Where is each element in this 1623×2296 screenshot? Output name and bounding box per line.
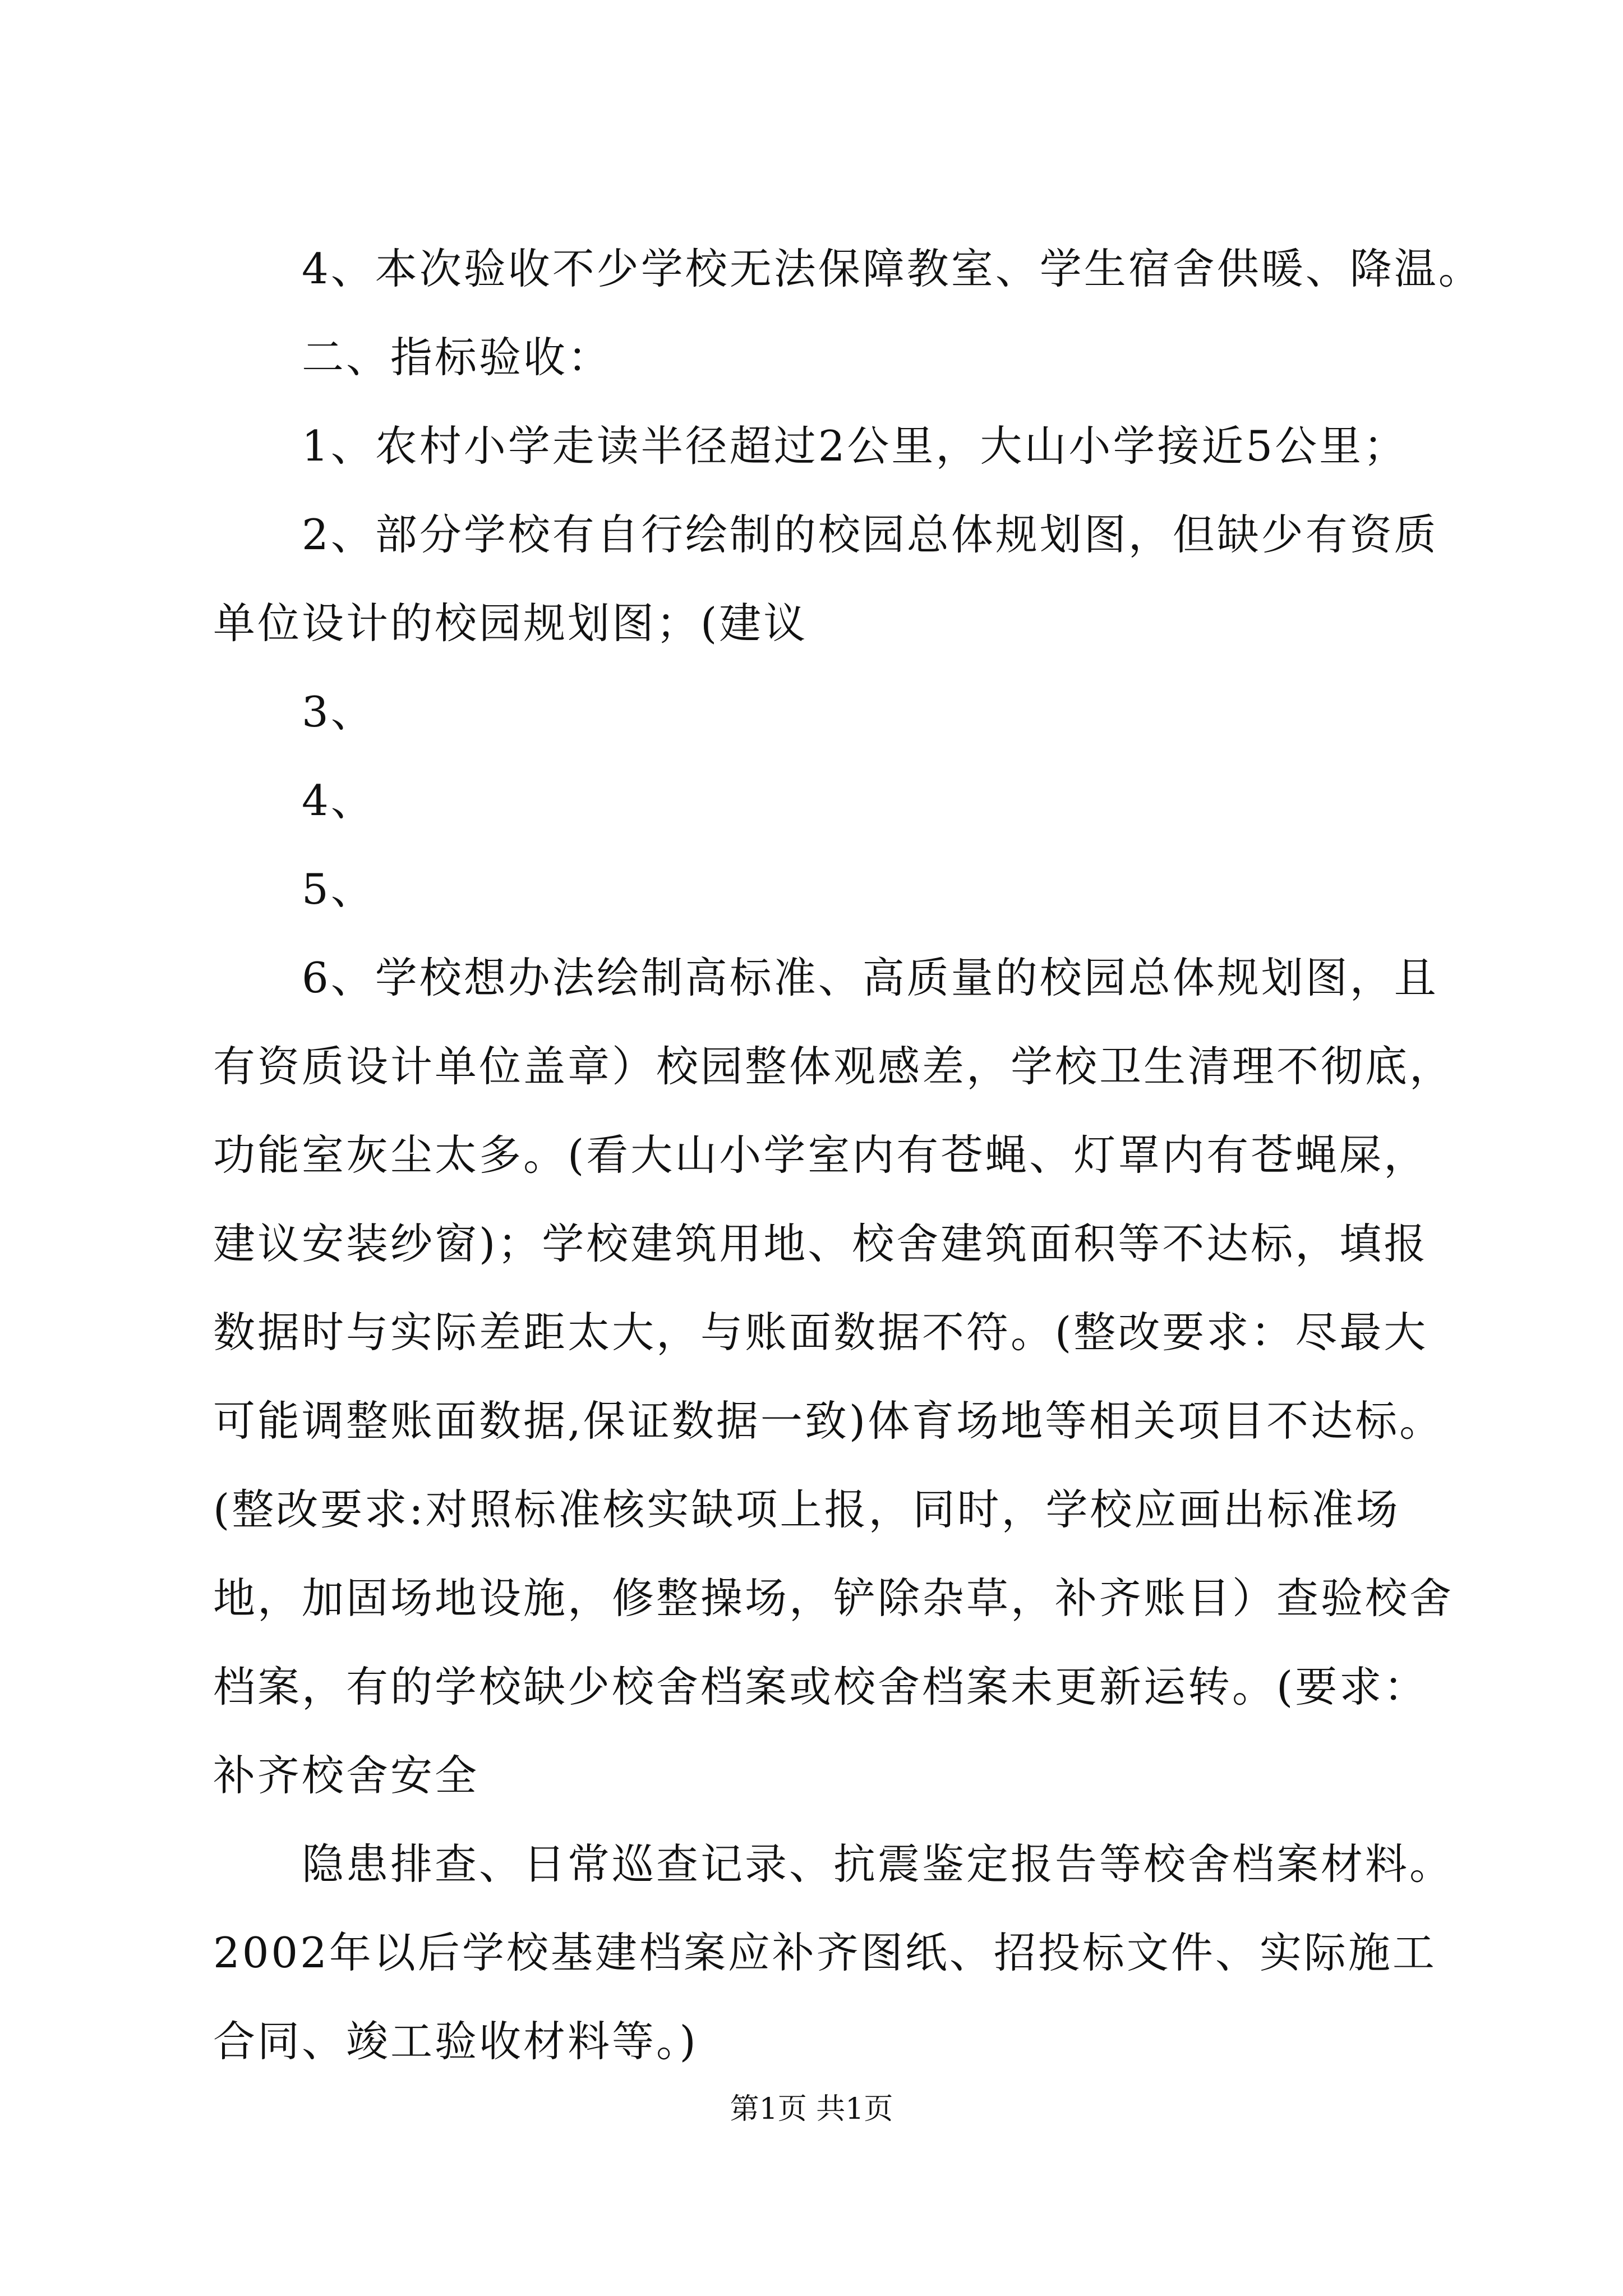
document-body	[213, 224, 1483, 2086]
text-line: 5、	[302, 864, 375, 914]
text-line: 6、学校想办法绘制高标准、高质量的校园总体规划图，且	[302, 953, 1438, 1002]
text-line: 单位设计的校园规划图；(建议	[213, 599, 808, 648]
text-line: 建议安装纱窗)；学校建筑用地、校舍建筑面积等不达标，填报	[213, 1219, 1428, 1268]
page-footer	[0, 2087, 1623, 2132]
text-line: 补齐校舍安全	[213, 1751, 479, 1800]
text-line: 3、	[302, 687, 375, 737]
text-line: (整改要求:对照标准核实缺项上报，同时，学校应画出标准场	[213, 1485, 1400, 1534]
text-line: 合同、竣工验收材料等。)	[213, 2017, 698, 2066]
text-line: 地，加固场地设施，修整操场，铲除杂草，补齐账目）查验校舍	[213, 1573, 1454, 1623]
text-line: 1、农村小学走读半径超过2公里，大山小学接近5公里；	[302, 421, 1408, 471]
text-line: 2002年以后学校基建档案应补齐图纸、招投标文件、实际施工	[213, 1928, 1437, 1977]
text-line: 有资质设计单位盖章）校园整体观感差，学校卫生清理不彻底，	[213, 1042, 1454, 1091]
text-line: 4、本次验收不少学校无法保障教室、学生宿舍供暖、降温。	[302, 244, 1483, 293]
text-line: 档案，有的学校缺少校舍档案或校舍档案未更新运转。(要求：	[213, 1662, 1428, 1711]
text-line: 数据时与实际差距太大，与账面数据不符。(整改要求：尽最大	[213, 1308, 1428, 1357]
text-line: 2、部分学校有自行绘制的校园总体规划图，但缺少有资质	[302, 510, 1438, 559]
page-number: 第1页 共1页	[730, 2092, 893, 2126]
text-line: 功能室灰尘太多。(看大山小学室内有苍蝇、灯罩内有苍蝇屎，	[213, 1130, 1428, 1180]
section-heading: 二、指标验收：	[302, 333, 612, 382]
text-line: 4、	[302, 776, 375, 825]
text-line: 隐患排查、日常巡查记录、抗震鉴定报告等校舍档案材料。	[302, 1839, 1454, 1889]
text-line: 可能调整账面数据,保证数据一致)体育场地等相关项目不达标。	[213, 1396, 1444, 1446]
